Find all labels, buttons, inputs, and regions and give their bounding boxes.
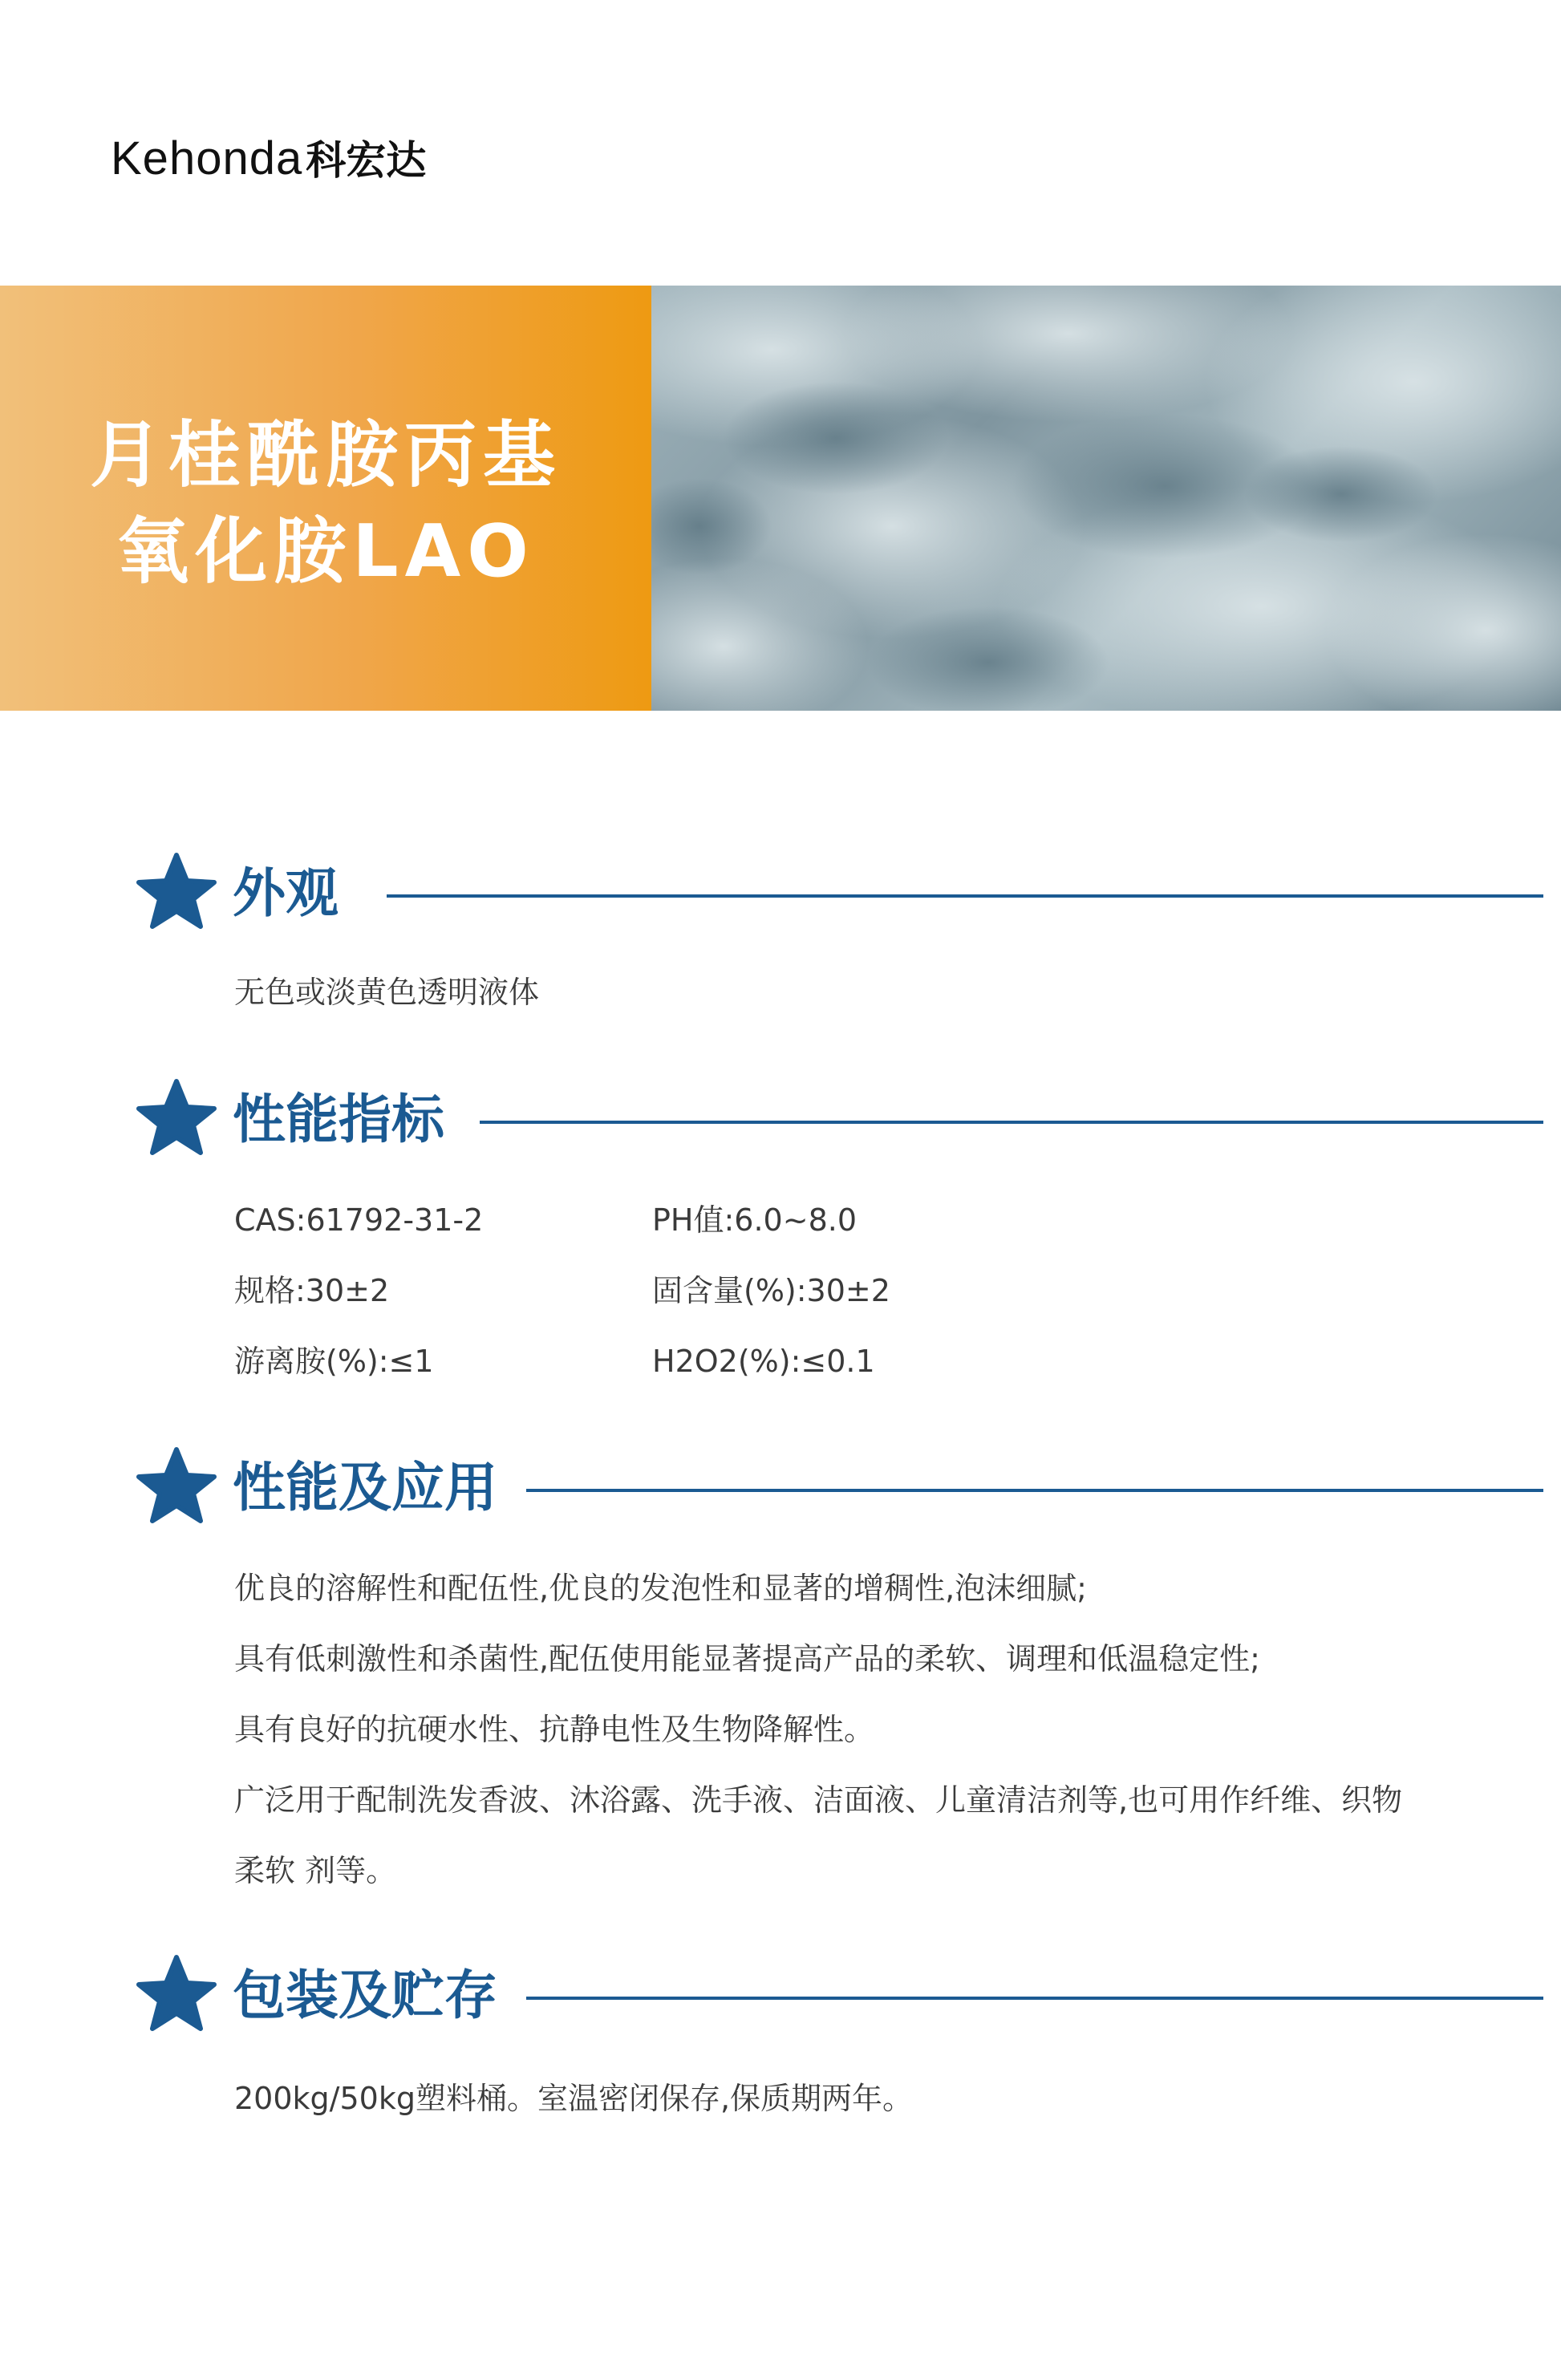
appearance-text: 无色或淡黄色透明液体 xyxy=(234,975,540,1010)
banner-title-panel xyxy=(0,286,651,711)
applications-line: 优良的溶解性和配伍性,优良的发泡性和显著的增稠性,泡沫细腻; xyxy=(234,1571,1087,1606)
section-packaging-header xyxy=(136,1954,1420,2042)
hero-banner xyxy=(0,286,1561,711)
spec-free-amine: 游离胺(%):≤1 xyxy=(234,1344,434,1379)
product-title-line2: 氧化胺LAO xyxy=(116,509,535,594)
brand-name-latin: Kehonda xyxy=(111,132,303,184)
brand-name-chinese: 科宏达 xyxy=(306,137,427,184)
star-icon xyxy=(136,1078,217,1158)
section-applications-header xyxy=(136,1446,1420,1535)
spec-h2o2: H2O2(%):≤0.1 xyxy=(652,1344,875,1379)
applications-line: 广泛用于配制洗发香波、沐浴露、洗手液、洁面液、儿童清洁剂等,也可用作纤维、织物 xyxy=(234,1782,1403,1818)
brand-logo xyxy=(111,128,426,186)
foam-photo xyxy=(651,286,1561,711)
spec-solid-content: 固含量(%):30±2 xyxy=(652,1273,890,1308)
star-icon xyxy=(136,852,217,932)
section-packaging-title: 包装及贮存 xyxy=(233,1964,497,2026)
section-divider xyxy=(526,1489,1543,1492)
applications-line: 具有良好的抗硬水性、抗静电性及生物降解性。 xyxy=(234,1712,875,1747)
product-title-line1: 月桂酰胺丙基 xyxy=(90,413,562,497)
applications-line: 具有低刺激性和杀菌性,配伍使用能显著提高产品的柔软、调理和低温稳定性; xyxy=(234,1641,1260,1677)
section-divider xyxy=(480,1121,1543,1124)
section-appearance-title: 外观 xyxy=(233,862,339,924)
section-divider xyxy=(526,1997,1543,2000)
section-specs-header xyxy=(136,1078,1420,1166)
spec-cas: CAS:61792-31-2 xyxy=(234,1202,484,1238)
spec-ph: PH值:6.0~8.0 xyxy=(652,1202,857,1238)
star-icon xyxy=(136,1954,217,2034)
section-specs-title: 性能指标 xyxy=(233,1089,444,1150)
packaging-text: 200kg/50kg塑料桶。室温密闭保存,保质期两年。 xyxy=(234,2081,914,2116)
applications-line: 柔软 剂等。 xyxy=(234,1853,397,1888)
section-divider xyxy=(387,894,1543,898)
section-appearance-header xyxy=(136,852,1420,940)
section-applications-title: 性能及应用 xyxy=(233,1457,497,1518)
star-icon xyxy=(136,1446,217,1527)
spec-specification: 规格:30±2 xyxy=(234,1273,390,1308)
